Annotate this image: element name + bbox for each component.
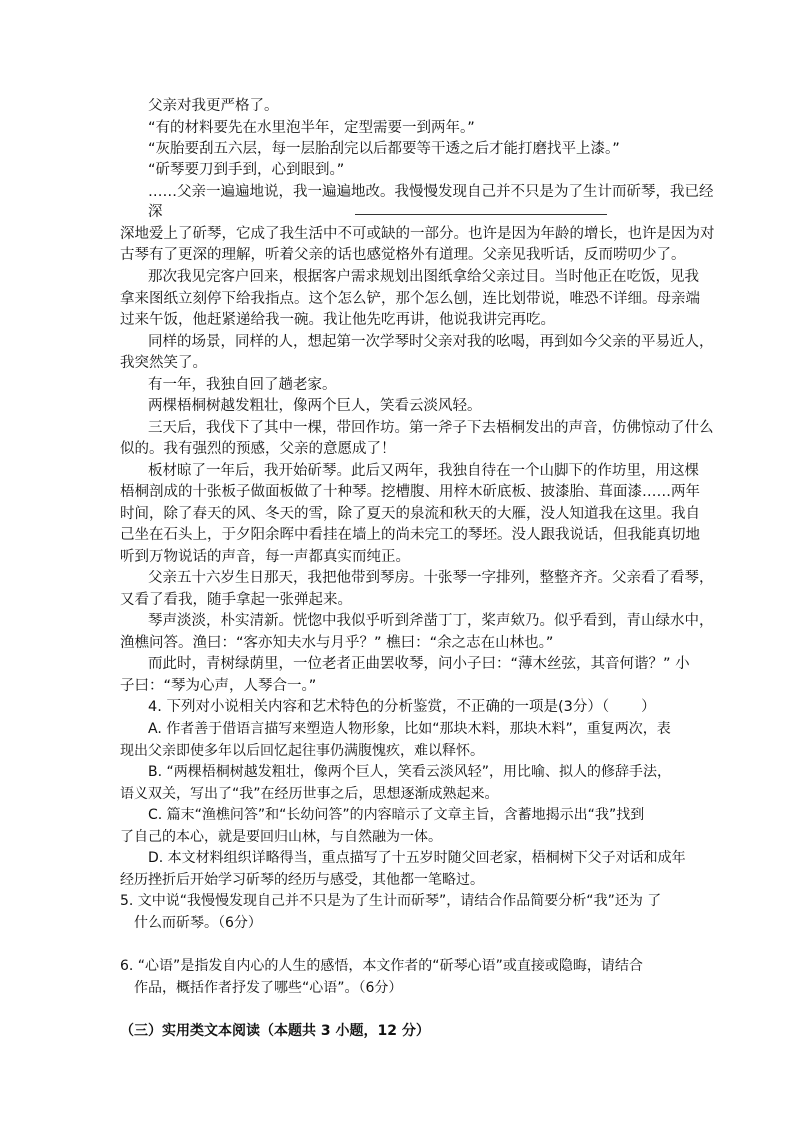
paragraph-line: 父亲五十六岁生日那天，我把他带到琴房。十张琴一字排列，整整齐齐。父亲看了看琴，	[148, 570, 714, 586]
paragraph-line: 琴声淡淡，朴实清新。恍惚中我似乎听到斧凿丁丁，桨声欸乃。似乎看到，青山绿水中，	[148, 613, 714, 629]
section-title: （三）实用类文本阅读（本题共 3 小题，12 分）	[120, 1023, 430, 1039]
question-4-text: 4. 下列对小说相关内容和艺术特色的分析鉴赏，不正确的一项是(3分）（	[148, 699, 610, 715]
paragraph-line: ……父亲一遍遍地说，我一遍遍地改。我慢慢发现自己并不只是为了生计而斫琴，我已经	[148, 184, 714, 200]
option-c-line: 了自己的本心，就是要回归山林，与自然融为一体。	[120, 829, 442, 845]
paragraph-line: 过来午饭，他赶紧递给我一碗。我让他先吃再讲，他说我讲完再吃。	[120, 312, 555, 328]
paragraph-line: 子曰：“琴为心声，人琴合一。”	[120, 678, 317, 694]
option-d-line: D. 本文材料组织详略得当，重点描写了十五岁时随父回老家，梧桐树下父子对话和成年	[148, 850, 686, 866]
paragraph-line: 板材晾了一年后，我开始斫琴。此后又两年，我独自待在一个山脚下的作坊里，用这棵	[148, 463, 699, 479]
paragraph-line: 深	[148, 204, 163, 220]
quote-line: “灰胎要刮五六层，每一层胎刮完以后都要等干透之后才能打磨找平上漆。”	[148, 141, 620, 157]
paragraph-line: 深地爱上了斫琴，它成了我生活中不可或缺的一部分。也许是因为年龄的增长，也许是因为对	[120, 226, 715, 242]
paragraph-line: 我突然笑了。	[120, 355, 207, 371]
paragraph-line: 有一年，我独自回了趟老家。	[148, 377, 337, 393]
fill-in-blank-line	[355, 214, 607, 215]
paragraph-line: 己坐在石头上，于夕阳余晖中看挂在墙上的尚未完工的琴坯。没人跟我说话，但我能真切地	[120, 527, 700, 543]
question-5-line: 5. 文中说“我慢慢发现自己并不只是为了生计而斫琴”，请结合作品简要分析“我”还为 了	[120, 893, 662, 909]
question-4-stem	[148, 697, 656, 717]
option-b-line: B. “两棵梧桐树越发粗壮，像两个巨人，笑看云淡风轻”，用比喻、拟人的修辞手法，	[148, 764, 672, 780]
option-a-line: A. 作者善于借语言描写来塑造人物形象，比如“那块木料，那块木料”，重复两次，表	[148, 721, 671, 737]
option-a-line: 现出父亲即使多年以后回忆起往事仍满腹愧疚，难以释怀。	[120, 743, 484, 759]
paragraph-line: 似的。我有强烈的预感，父亲的意愿成了！	[120, 441, 396, 457]
question-6-line: 作品，概括作者抒发了哪些“心语”。（6分）	[134, 980, 403, 996]
paragraph-line: 又看了看我，随手拿起一张弹起来。	[120, 592, 352, 608]
option-b-line: 语义双关，写出了“我”在经历世事之后，思想逐渐成熟起来。	[120, 786, 499, 802]
paragraph-line: 两棵梧桐树越发粗壮，像两个巨人，笑看云淡风轻。	[148, 398, 482, 414]
paragraph-line: 三天后，我伐下了其中一棵，带回作坊。第一斧子下去梧桐发出的声音，仿佛惊动了什么	[148, 420, 714, 436]
paragraph-line: 那次我见完客户回来，根据客户需求规划出图纸拿给父亲过目。当时他正在吃饭，见我	[148, 269, 699, 285]
paragraph-line: 同样的场景，同样的人，想起第一次学琴时父亲对我的吆喝，再到如今父亲的平易近人，	[148, 334, 714, 350]
paragraph-line: 听到万物说话的声音，每一声都真实而纯正。	[120, 549, 410, 565]
question-4-paren: ）	[641, 699, 656, 715]
option-c-line: C. 篇末“渔樵问答”和“长幼问答”的内容暗示了文章主旨，含蓄地揭示出“我”找到	[148, 807, 645, 823]
quote-line: “斫琴要刀到手到，心到眼到。”	[148, 162, 345, 178]
question-5-line: 什么而斫琴。（6分）	[134, 915, 262, 931]
paragraph-line: 古琴有了更深的理解，听着父亲的话也感觉格外有道理。父亲见我听话，反而唠叨少了。	[120, 247, 686, 263]
paragraph-line: 时间，除了春天的风、冬天的雪，除了夏天的泉流和秋天的大雁，没人知道我在这里。我自	[120, 506, 700, 522]
quote-line: “有的材料要先在水里泡半年，定型需要一到两年。”	[148, 120, 475, 136]
paragraph-line: 拿来图纸立刻停下给我指点。这个怎么铲，那个怎么刨，连比划带说，唯恐不详细。母亲端	[120, 291, 700, 307]
option-d-line: 经历挫折后开始学习斫琴的经历与感受，其他都一笔略过。	[120, 872, 484, 888]
question-6-line: 6. “心语”是指发自内心的人生的感悟，本文作者的“斫琴心语”或直接或隐晦，请结合	[120, 958, 643, 974]
paragraph-line: 父亲对我更严格了。	[148, 98, 279, 114]
paragraph-line: 梧桐剖成的十张板子做面板做了十种琴。挖槽腹、用梓木斫底板、披漆胎、葺面漆……两年	[120, 484, 700, 500]
paragraph-line: 而此时，青树绿荫里，一位老者正曲罢收琴，问小子曰：“薄木丝弦，其音何谐？” 小	[148, 656, 690, 672]
paragraph-line: 渔樵问答。渔曰：“客亦知夫水与月乎？” 樵曰：“余之志在山林也。”	[120, 635, 554, 651]
